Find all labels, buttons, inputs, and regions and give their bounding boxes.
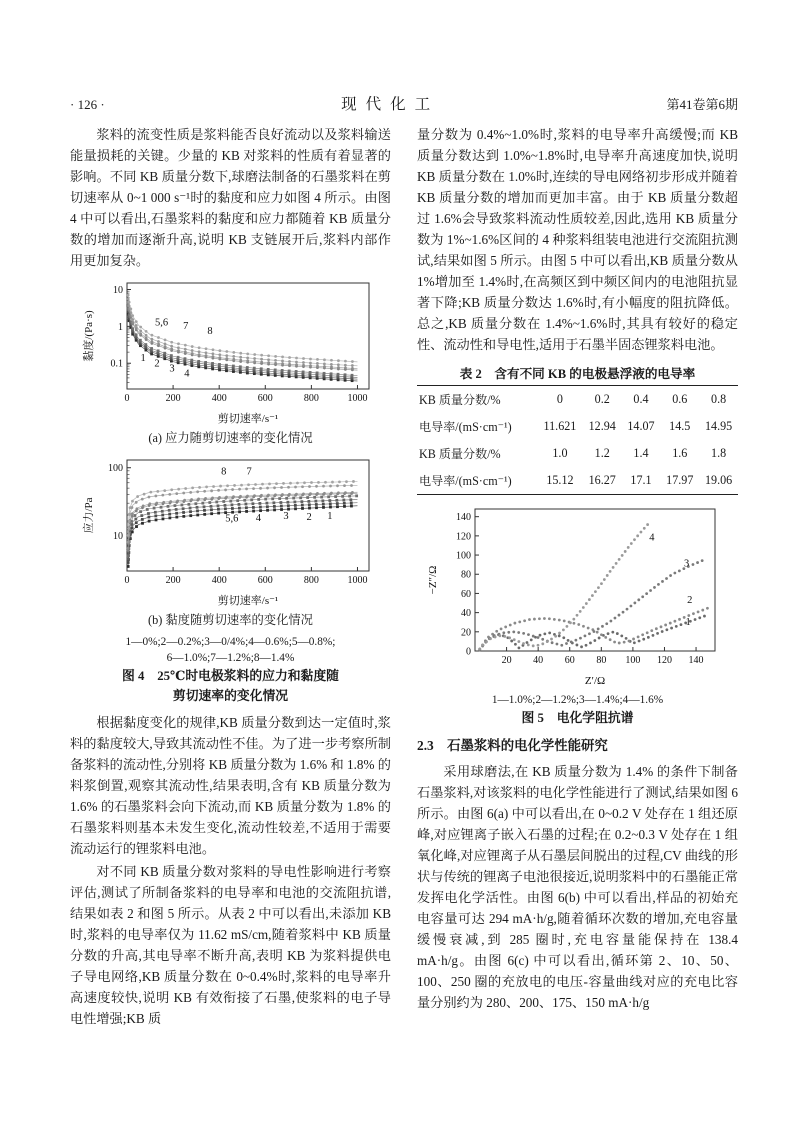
table-cell: 1.4 bbox=[633, 446, 649, 460]
paragraph-rheology-intro: 浆料的流变性质是浆料能否良好流动以及浆料输送能量损耗的关键。少量的 KB 对浆料的性质有着显著的影响。不同 KB 质量分数下,球磨法制备的石墨浆料在剪切速率从 0~1 000 s⁻¹时的黏度和应力如图 4 所示。由图 4 中可以看出,石墨浆料的黏度和应力都随着 KB 质量分数的增加而逐渐升高,说明 KB 支链展开后,浆料内部作用更加复杂。 bbox=[70, 127, 391, 268]
table-cell: 19.06 bbox=[704, 473, 733, 487]
svg-text:200: 200 bbox=[165, 575, 181, 586]
svg-text:8: 8 bbox=[220, 466, 226, 478]
svg-text:4: 4 bbox=[648, 532, 654, 544]
section-heading-2-3: 2.3 石墨浆料的电化学性能研究 bbox=[417, 738, 608, 753]
svg-text:120: 120 bbox=[656, 655, 672, 666]
left-column bbox=[70, 124, 391, 1031]
svg-text:0: 0 bbox=[124, 575, 129, 586]
table-cell: 1.0 bbox=[552, 446, 568, 460]
svg-text:1: 1 bbox=[140, 352, 146, 364]
svg-text:10: 10 bbox=[112, 531, 123, 543]
svg-text:1: 1 bbox=[685, 617, 691, 629]
svg-text:应力/Pa: 应力/Pa bbox=[82, 497, 95, 534]
svg-text:20: 20 bbox=[460, 627, 471, 639]
figure-4b-caption: (b) 黏度随剪切速率的变化情况 bbox=[148, 613, 313, 627]
svg-text:2: 2 bbox=[305, 511, 312, 523]
svg-text:−Z″/Ω: −Z″/Ω bbox=[426, 565, 439, 595]
table-cell: KB 质量分数/% bbox=[419, 447, 501, 461]
svg-text:40: 40 bbox=[532, 655, 543, 666]
svg-text:3: 3 bbox=[282, 511, 289, 523]
table-cell: 11.621 bbox=[543, 419, 577, 433]
svg-text:800: 800 bbox=[303, 393, 319, 404]
svg-text:100: 100 bbox=[107, 463, 123, 475]
table-cell: 1.6 bbox=[672, 446, 688, 460]
svg-text:80: 80 bbox=[460, 569, 471, 581]
svg-text:3: 3 bbox=[168, 363, 175, 375]
two-column-body bbox=[70, 124, 738, 1031]
table-cell: 15.12 bbox=[546, 473, 574, 487]
table-cell: 14.5 bbox=[669, 419, 691, 433]
issue-info: 第41卷第6期 bbox=[666, 97, 738, 112]
table-cell: 0.4 bbox=[633, 392, 649, 406]
svg-text:100: 100 bbox=[455, 550, 471, 562]
right-column bbox=[417, 124, 738, 1031]
svg-text:200: 200 bbox=[165, 393, 181, 404]
svg-text:1000: 1000 bbox=[346, 393, 367, 404]
svg-text:140: 140 bbox=[455, 512, 471, 524]
svg-text:3: 3 bbox=[683, 558, 689, 570]
figure-4-title-line2: 剪切速率的变化情况 bbox=[172, 689, 289, 703]
svg-text:800: 800 bbox=[303, 575, 319, 586]
table-cell: 12.94 bbox=[588, 419, 616, 433]
svg-text:5,6: 5,6 bbox=[224, 513, 238, 525]
svg-text:600: 600 bbox=[257, 393, 273, 404]
paragraph-flowability: 根据黏度变化的规律,KB 质量分数到达一定值时,浆料的黏度较大,导致其流动性不佳。为了进一步考察所制备浆料的流动性,分别将 KB 质量分数为 1.6% 和 1.8% 的料浆倒置,观察其流动性,结果表明,含有 KB 质量分数为 1.6% 的石墨浆料会向下流动,而 KB 质量分数为 1.8% 的石墨浆料则基本未发生变化,流动性较差,不适用于需要流动运行的锂浆料电池。 bbox=[70, 715, 391, 856]
figure-5-title: 图 5 电化学阻抗谱 bbox=[521, 711, 634, 725]
figure-5 bbox=[417, 499, 738, 728]
figure-4-title-line1: 图 4 25℃时电极浆料的应力和黏度随 bbox=[122, 669, 339, 683]
table-cell: 16.27 bbox=[588, 473, 616, 487]
svg-text:0.1: 0.1 bbox=[110, 358, 123, 370]
svg-text:1: 1 bbox=[117, 321, 123, 333]
table-cell: 电导率/(mS·cm⁻¹) bbox=[419, 474, 512, 488]
svg-text:1000: 1000 bbox=[346, 575, 367, 586]
figure-4b-stress-chart bbox=[81, 452, 381, 607]
svg-text:400: 400 bbox=[211, 393, 227, 404]
figure-4a-viscosity-chart bbox=[81, 275, 381, 425]
table-cell: 0 bbox=[556, 392, 563, 406]
journal-title: 现代化工 bbox=[341, 96, 440, 113]
svg-text:4: 4 bbox=[183, 368, 190, 380]
page-number: · 126 · bbox=[70, 97, 105, 112]
conductivity-table bbox=[417, 385, 738, 495]
svg-text:剪切速率/s⁻¹: 剪切速率/s⁻¹ bbox=[217, 413, 278, 425]
svg-text:7: 7 bbox=[182, 320, 188, 332]
svg-text:2: 2 bbox=[153, 358, 160, 370]
page-header bbox=[70, 92, 738, 114]
svg-text:8: 8 bbox=[206, 326, 213, 338]
figure-4a-caption: (a) 应力随剪切速率的变化情况 bbox=[148, 431, 313, 445]
svg-text:40: 40 bbox=[460, 608, 471, 620]
paragraph-electrochemical: 采用球磨法,在 KB 质量分数为 1.4% 的条件下制备石墨浆料,对该浆料的电化学性能进行了测试,结果如图 6 所示。由图 6(a) 中可以看出,在 0~0.2 V 处存在 1 组还原峰,对应锂离子嵌入石墨的过程;在 0.2~0.3 V 处存在 1 组氧化峰,对应锂离子从石墨层间脱出的过程,CV 曲线的形状与传统的锂离子电池很接近,说明浆料中的石墨能正常发挥电化学活性。由图 6(b) 中可以看出,样品的初始充电容量可达 294 mA·h/g,随着循环次数的增加,充电容量缓慢衰减,到 285 圈时,充电容量能保持在 138.4 mA·h/g。由图 6(c) 中可以看出,循环第 2、10、50、100、250 圈的充放电的电压-容量曲线对应的充电比容量分别约为 280、200、175、150 mA·h/g bbox=[417, 764, 738, 1010]
table-row bbox=[417, 440, 738, 467]
figure-4-legend-line1: 1—0%;2—0.2%;3—0/4%;4—0.6%;5—0.8%; bbox=[125, 636, 336, 648]
table-row bbox=[417, 386, 738, 414]
figure-4 bbox=[70, 275, 391, 706]
svg-text:10: 10 bbox=[112, 284, 123, 296]
svg-text:400: 400 bbox=[211, 575, 227, 586]
table-cell: 0.6 bbox=[672, 392, 688, 406]
table-row bbox=[417, 467, 738, 495]
table-cell: 电导率/(mS·cm⁻¹) bbox=[419, 420, 512, 434]
svg-text:120: 120 bbox=[455, 531, 471, 543]
svg-text:2: 2 bbox=[686, 595, 692, 607]
table-cell: 1.2 bbox=[594, 446, 610, 460]
svg-text:0: 0 bbox=[124, 393, 129, 404]
svg-text:60: 60 bbox=[564, 655, 575, 666]
figure-5-legend: 1—1.0%;2—1.2%;3—1.4%;4—1.6% bbox=[491, 694, 664, 706]
svg-text:剪切速率/s⁻¹: 剪切速率/s⁻¹ bbox=[217, 595, 278, 607]
figure-5-impedance-chart bbox=[425, 499, 731, 687]
table-cell: 0.8 bbox=[711, 392, 727, 406]
table-cell: 0.2 bbox=[594, 392, 610, 406]
table-cell: 14.95 bbox=[704, 419, 733, 433]
svg-text:0: 0 bbox=[465, 646, 471, 658]
table-cell: KB 质量分数/% bbox=[419, 393, 501, 407]
table-2-title: 表 2 含有不同 KB 的电极悬浮液的电导率 bbox=[459, 367, 696, 381]
figure-4-legend-line2: 6—1.0%;7—1.2%;8—1.4% bbox=[166, 652, 295, 664]
svg-text:5,6: 5,6 bbox=[154, 317, 168, 329]
paragraph-conductivity-continued: 量分数为 0.4%~1.0%时,浆料的电导率升高缓慢;而 KB 质量分数达到 1.0%~1.8%时,电导率升高速度加快,说明 KB 质量分数在 1.0%时,连续的导电网络初步形成并随着 KB 质量分数的增加而更加丰富。由于 KB 质量分数超过 1.6%会导致浆料流动性质较差,因此,选用 KB 质量分数为 1%~1.6%区间的 4 种浆料组装电池进行交流阻抗测试,结果如图 5 所示。由图 5 中可以看出,KB 质量分数从 1%增加至 1.4%时,在高频区到中频区间内的电池阻抗显著下降;KB 质量分数达 1.6%时,有小幅度的阻抗降低。总之,KB 质量分数在 1.4%~1.6%时,其具有较好的稳定性、流动性和导电性,适用于石墨半固态锂浆料电池。 bbox=[417, 127, 738, 352]
table-cell: 17.97 bbox=[666, 473, 694, 487]
table-2 bbox=[417, 363, 738, 495]
svg-text:1: 1 bbox=[326, 511, 332, 523]
table-row bbox=[417, 413, 738, 440]
svg-text:7: 7 bbox=[246, 466, 252, 478]
paragraph-conductivity: 对不同 KB 质量分数对浆料的导电性影响进行考察评估,测试了所制备浆料的电导率和电池的交流阻抗谱,结果如表 2 和图 5 所示。从表 2 中可以看出,未添加 KB 时,浆料的电导率仅为 11.62 mS/cm,随着浆料中 KB 质量分数的升高,其电导率不断升高,表明 KB 为浆料提供电子导电网络,KB 质量分数在 0~0.4%时,浆料的电导率升高速度较快,说明 KB 有效衔接了石墨,使浆料的电子导电性增强;KB 质 bbox=[70, 864, 391, 1026]
svg-text:Z′/Ω: Z′/Ω bbox=[584, 675, 605, 687]
svg-text:20: 20 bbox=[501, 655, 512, 666]
table-cell: 1.8 bbox=[711, 446, 727, 460]
svg-text:黏度/(Pa·s): 黏度/(Pa·s) bbox=[82, 310, 95, 362]
svg-text:600: 600 bbox=[257, 575, 273, 586]
svg-text:60: 60 bbox=[460, 588, 471, 600]
table-cell: 17.1 bbox=[630, 473, 652, 487]
table-cell: 14.07 bbox=[627, 419, 655, 433]
svg-text:4: 4 bbox=[255, 512, 261, 524]
svg-text:80: 80 bbox=[595, 655, 606, 666]
svg-text:100: 100 bbox=[624, 655, 640, 666]
svg-text:140: 140 bbox=[688, 655, 704, 666]
